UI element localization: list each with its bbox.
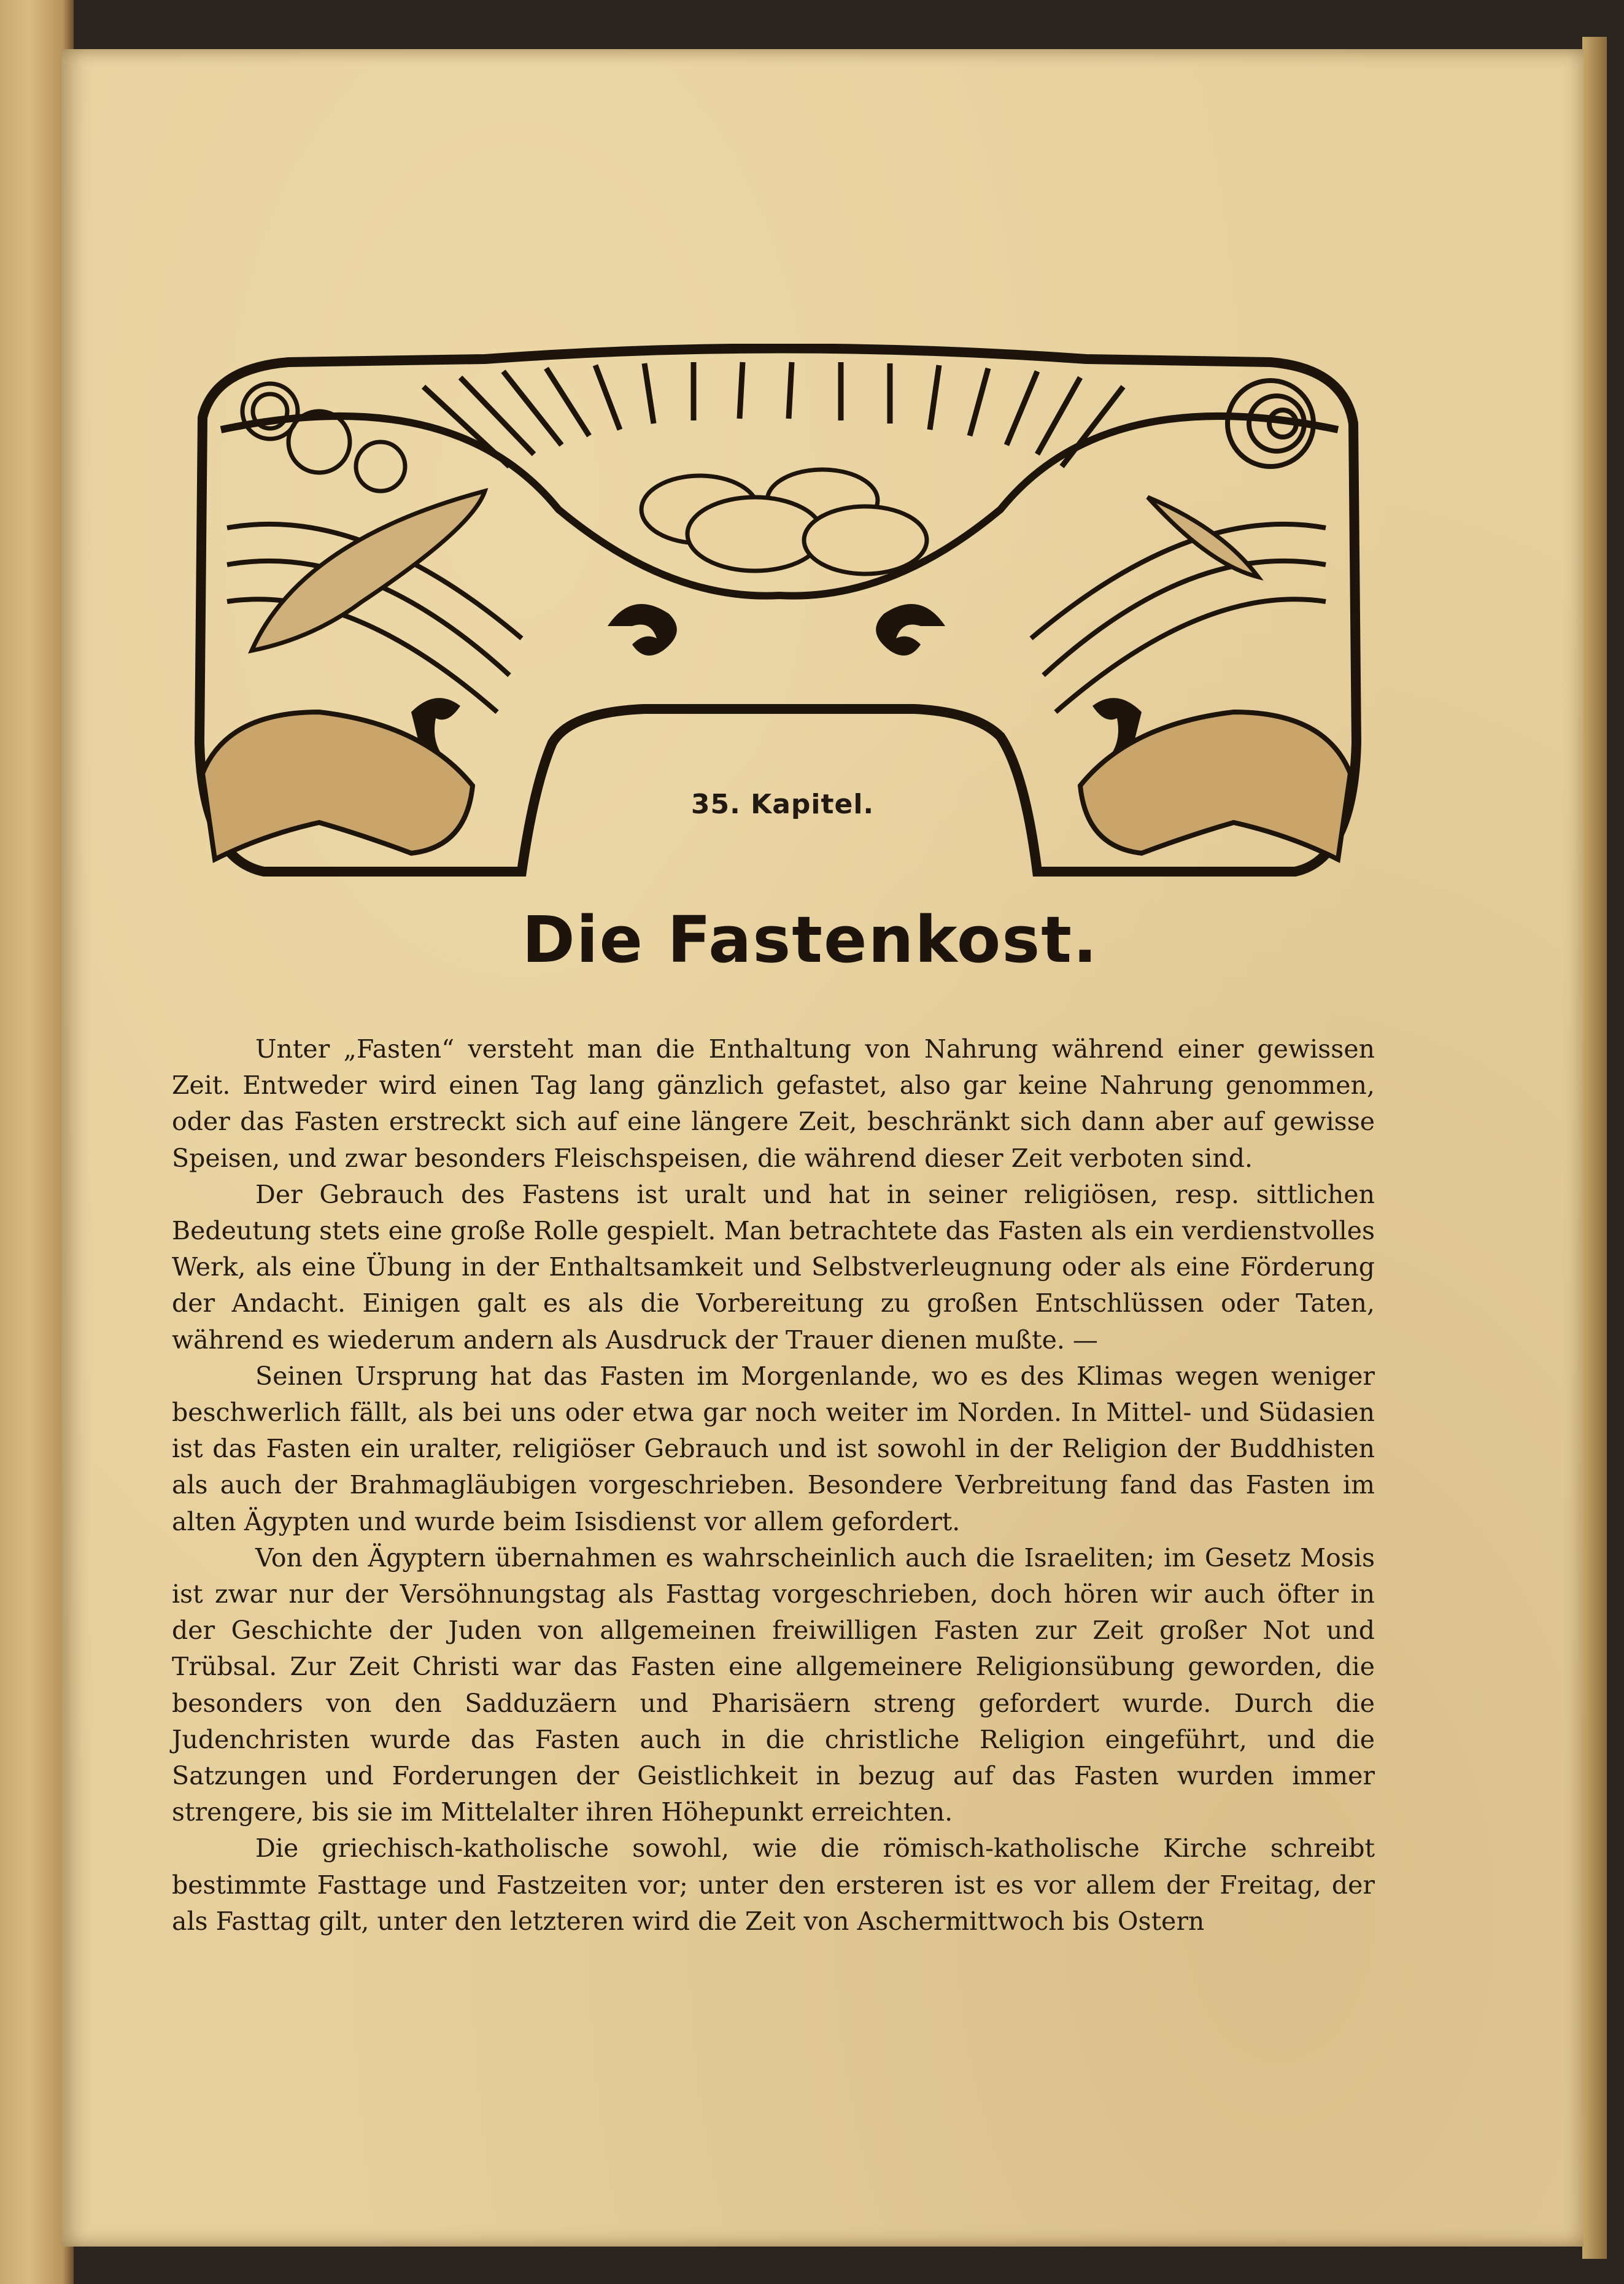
paragraph: Seinen Ursprung hat das Fasten im Morgenlande, wo es des Klimas wegen weniger beschwerlich fällt, als bei uns oder etwa gar noch weiter im Norden. In Mittel- und Südasien ist das Fasten ein uralter, religiöser Gebrauch und ist sowohl in der Religion der Buddhisten als auch der Brahmagläubigen vorgeschrieben. Besondere Verbreitung fand das Fasten im alten Ägypten und wurde beim Isisdienst vor allem gefordert.	[172, 1361, 1375, 1536]
lobster-icon	[203, 712, 1350, 859]
paragraph: Von den Ägyptern übernahmen es wahrscheinlich auch die Israeliten; im Gesetz Mosis ist zwar nur der Versöhnungstag als Fasttag vorgeschrieben, doch hören wir auch öfter in der Geschichte der Juden von allgemeinen freiwilligen Fasten zur Zeit großer Not und Trübsal. Zur Zeit Christi war das Fasten eine allgemeinere Religionsübung geworden, die besonders von den Sadduzäern und Pharisäern streng gefordert wurde. Durch die Judenchristen wurde das Fasten auch in die christliche Religion eingeführt, und die Satzungen und Forderungen der Geistlichkeit in bezug auf das Fasten wurden immer strengere, bis sie im Mittelalter ihren Höhepunkt erreichten.	[172, 1543, 1375, 1827]
eggs-illustration	[641, 470, 927, 574]
vignette-radiating-lines	[423, 362, 1123, 466]
paragraph: Unter „Fasten“ versteht man die Enthaltung von Nahrung während einer gewissen Zeit. Entweder wird einen Tag lang gänzlich gefastet, also gar keine Nahrung genommen, oder das Fasten erstreckt sich auf eine längere Zeit, beschränkt sich dann aber auf gewisse Speisen, und zwar besonders Fleischspeisen, die während dieser Zeit verboten sind.	[172, 1034, 1375, 1173]
paragraph: Der Gebrauch des Fastens ist uralt und hat in seiner religiösen, resp. sittlichen Bedeutung stets eine große Rolle gespielt. Man betrachtete das Fasten als ein verdienstvolles Werk, als eine Übung in der Enthaltsamkeit und Selbstverleugnung oder als eine Förderung der Andacht. Einigen galt es als die Vorbereitung zu großen Entschlüssen oder Taten, während es wiederum andern als Ausdruck der Trauer dienen mußte. —	[172, 1179, 1375, 1355]
scroll-ornaments	[411, 604, 1142, 767]
chapter-label: 35. Kapitel.	[690, 789, 875, 820]
paragraph: Die griechisch-katholische sowohl, wie die römisch-katholische Kirche schreibt bestimmte Fasttage und Fastzeiten vor; unter den ersteren ist es vor allem der Freitag, der als Fasttag gilt, unter den letzteren wird die Zeit von Aschermittwoch bis Ostern	[172, 1833, 1375, 1936]
shell-icon	[242, 384, 405, 491]
page-right-edge	[1582, 37, 1607, 2259]
page-title: Die Fastenkost.	[522, 902, 1099, 977]
body-text	[172, 1031, 1375, 1940]
